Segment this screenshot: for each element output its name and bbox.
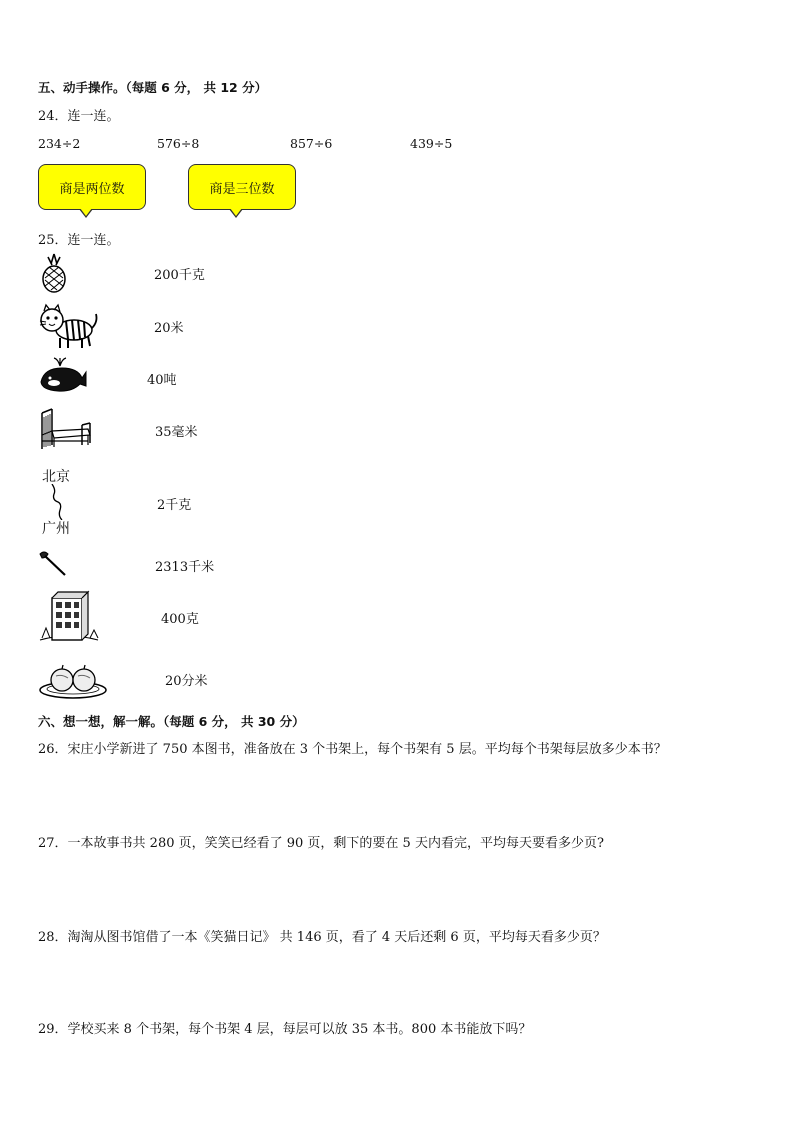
apples-on-plate-icon [38, 660, 108, 700]
section-5-heading: 五、动手操作。（每题 6 分， 共 12 分） [38, 80, 268, 95]
q24-box-three-digit: 商是三位数 [188, 164, 296, 210]
q25-option-1: 200千克 [154, 268, 205, 283]
q25-option-4: 35毫米 [155, 425, 198, 440]
q25-option-8: 20分米 [165, 674, 208, 689]
question-27: 27．一本故事书共 280 页，笑笑已经看了 90 页，剩下的要在 5 天内看完，平均每天要看多少页? [38, 836, 604, 851]
question-29: 29．学校买来 8 个书架，每个书架 4 层，每层可以放 35 本书。800 本书能放下吗？ [38, 1022, 532, 1037]
q25-option-5: 2千克 [157, 498, 192, 513]
q25-option-6: 2313千米 [155, 560, 215, 575]
question-26: 26．宋庄小学新进了 750 本图书，准备放在 3 个书架上，每个书架有 5 层。平均每个书架每层放多少本书？ [38, 742, 667, 757]
q24-expression-3: 857÷6 [290, 136, 333, 151]
route-label-beijing: 北京 [42, 469, 70, 485]
bed-icon [38, 405, 94, 451]
q25-option-7: 400克 [161, 612, 199, 627]
q24-expression-1: 234÷2 [38, 136, 81, 151]
route-line-icon [48, 484, 74, 520]
building-icon [38, 588, 100, 644]
q25-prompt: 25．连一连。 [38, 233, 120, 248]
nail-icon [38, 548, 68, 578]
q24-expression-4: 439÷5 [410, 136, 453, 151]
q24-box-two-digit: 商是两位数 [38, 164, 146, 210]
q25-option-3: 40吨 [147, 373, 177, 388]
section-6-heading: 六、想一想，解一解。（每题 6 分， 共 30 分） [38, 714, 305, 729]
q24-expression-2: 576÷8 [157, 136, 200, 151]
q24-prompt: 24．连一连。 [38, 109, 120, 124]
question-28: 28．淘淘从图书馆借了一本《笑猫日记》 共 146 页，看了 4 天后还剩 6 页，平均每天看多少页？ [38, 930, 606, 945]
whale-icon [38, 356, 88, 396]
q25-option-2: 20米 [154, 321, 184, 336]
route-label-guangzhou: 广州 [42, 521, 70, 537]
pineapple-icon [38, 252, 70, 294]
tiger-icon [38, 302, 100, 350]
